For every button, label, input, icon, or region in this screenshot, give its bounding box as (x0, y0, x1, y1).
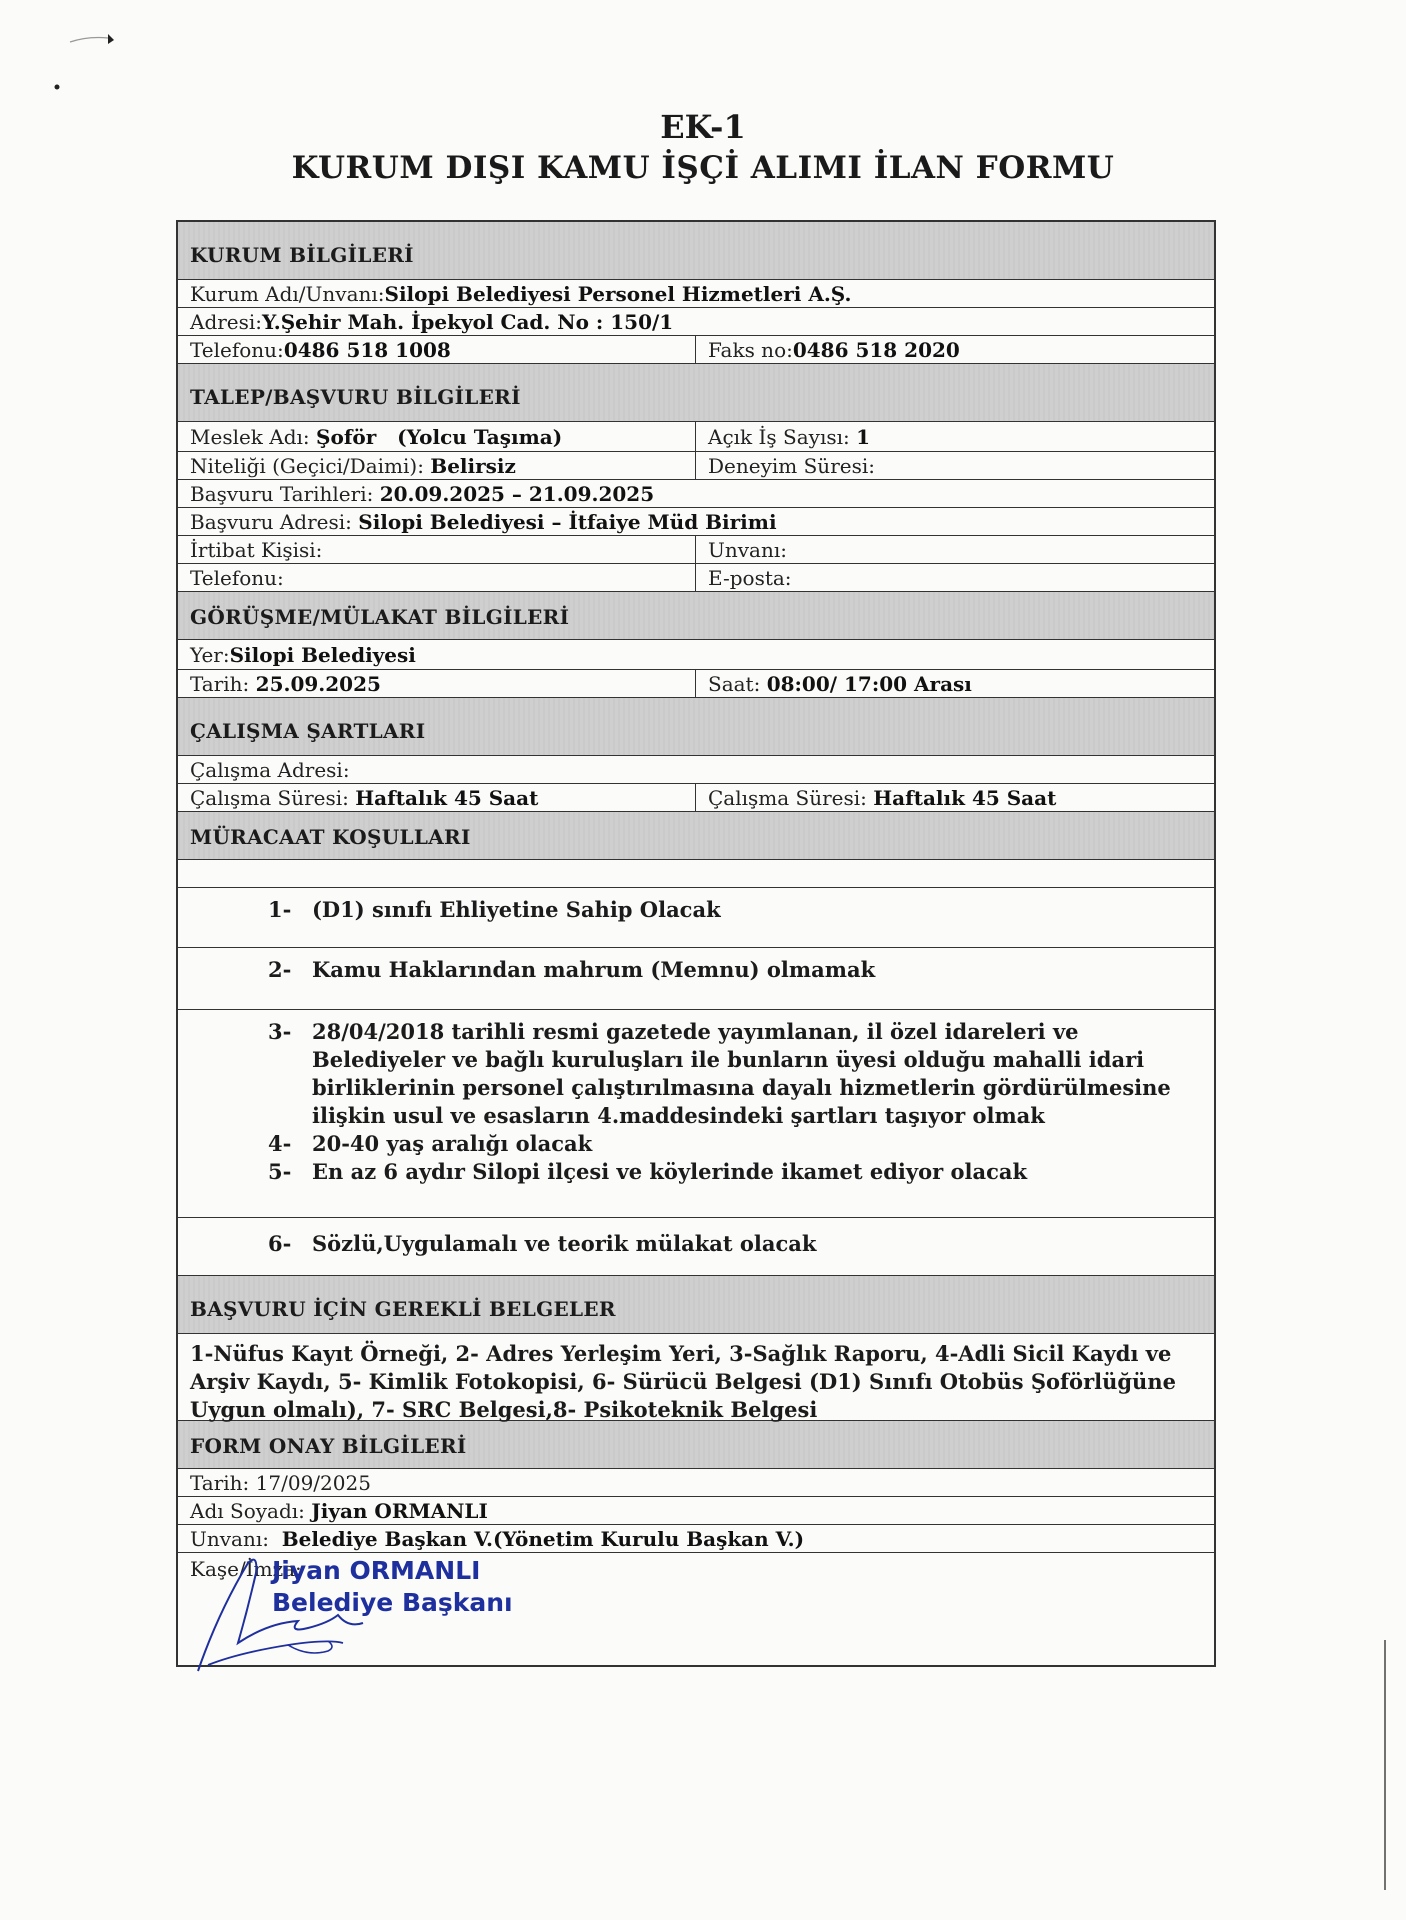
irtibat-label: İrtibat Kişisi: (190, 537, 323, 562)
talep-irtibat-row (178, 536, 1214, 564)
section-talep-header: TALEP/BAŞVURU BİLGİLERİ (178, 364, 1214, 422)
nitelik-value: Belirsiz (430, 453, 516, 478)
list-item (178, 896, 741, 924)
talep-adres-row (178, 508, 1214, 536)
onay-unvan-value: Belediye Başkan V.(Yönetim Kurulu Başkan V.) (281, 1526, 805, 1551)
gorusme-yer-row (178, 640, 1214, 670)
list-item (178, 1018, 1214, 1130)
acik-is-value: 1 (856, 424, 871, 449)
condition-text: Kamu Haklarından mahrum (Memnu) olmamak (312, 957, 876, 982)
stamp-title: Belediye Başkanı (272, 1588, 513, 1617)
onay-tarih-value: 17/09/2025 (255, 1470, 371, 1495)
onay-unvan-label: Unvanı: (190, 1526, 269, 1551)
condition-row-2 (178, 948, 1214, 1010)
irtibat-unvan-label: Unvanı: (708, 537, 787, 562)
stamp-name: Jiyan ORMANLI (272, 1556, 481, 1585)
kurum-adres-row (178, 308, 1214, 336)
gorusme-tarih-value: 25.09.2025 (255, 671, 381, 696)
announcement-form (176, 220, 1216, 1667)
kurum-telefon-label: Telefonu: (190, 337, 284, 362)
deneyim-label: Deneyim Süresi: (708, 453, 875, 478)
kurum-adres-label: Adresi: (190, 309, 263, 334)
condition-row-6 (178, 1218, 1214, 1276)
calisma-sure-value: Haftalık 45 Saat (355, 785, 539, 810)
onay-kase-row (178, 1553, 1214, 1665)
page-title: KURUM DIŞI KAMU İŞÇİ ALIMI İLAN FORMU (291, 150, 1115, 186)
gorusme-saat-label: Saat: (708, 671, 761, 696)
onay-ad-row (178, 1497, 1214, 1525)
eposta-label: E-posta: (708, 565, 792, 590)
onay-ad-label: Adı Soyadı: (190, 1498, 305, 1523)
scan-dot-icon (52, 82, 62, 92)
gorusme-yer-label: Yer: (190, 642, 230, 667)
onay-ad-value: Jiyan ORMANLI (311, 1498, 488, 1523)
condition-text: (D1) sınıfı Ehliyetine Sahip Olacak (312, 897, 721, 922)
kurum-telefon-value: 0486 518 1008 (283, 337, 451, 362)
list-item (178, 1130, 1214, 1158)
calisma-sure-label: Çalışma Süresi: (190, 785, 349, 810)
scan-mark-icon (68, 24, 118, 54)
talep-tarih-row (178, 480, 1214, 508)
kurum-telefon-row (178, 336, 1214, 364)
condition-row-3 (178, 1010, 1214, 1218)
basvuru-tarih-label: Başvuru Tarihleri: (190, 481, 374, 506)
section-gorusme-header: GÖRÜŞME/MÜLAKAT BİLGİLERİ (178, 592, 1214, 640)
condition-num: 3- (268, 1019, 292, 1044)
annex-label: EK-1 (660, 108, 746, 146)
talep-nitelik-row (178, 452, 1214, 480)
talep-meslek-row (178, 422, 1214, 452)
calisma-adres-label: Çalışma Adresi: (190, 757, 350, 782)
condition-row-1 (178, 888, 1214, 948)
basvuru-tarih-value: 20.09.2025 – 21.09.2025 (379, 481, 655, 506)
onay-tarih-row (178, 1469, 1214, 1497)
condition-num: 4- (268, 1131, 292, 1156)
list-item (178, 1230, 836, 1258)
gorusme-tarih-row (178, 670, 1214, 698)
talep-telefon-label: Telefonu: (190, 565, 284, 590)
talep-telefon-row (178, 564, 1214, 592)
scan-edge-line (1382, 1640, 1388, 1890)
calisma-sure-row (178, 784, 1214, 812)
onay-tarih-label: Tarih: (190, 1470, 250, 1495)
basvuru-adres-value: Silopi Belediyesi – İtfaiye Müd Birimi (358, 509, 777, 534)
condition-num: 6- (268, 1231, 292, 1256)
section-belgeler-header: BAŞVURU İÇİN GEREKLİ BELGELER (178, 1276, 1214, 1334)
list-item (178, 1158, 1214, 1186)
condition-text: 28/04/2018 tarihli resmi gazetede yayımlanan, il özel idareleri ve Belediyeler ve bağlı kuruluşları ile bunların üyesi olduğu mahalli idari birliklerinin personel çalıştırılmasına dayalı hizmetlerin gördürülmesine ilişkin usul ve esasların 4.maddesindeki şartları taşıyor olmak (312, 1019, 1171, 1128)
condition-text: En az 6 aydır Silopi ilçesi ve köylerinde ikamet ediyor olacak (312, 1159, 1028, 1184)
kurum-adres-value: Y.Şehir Mah. İpekyol Cad. No : 150/1 (262, 309, 674, 334)
acik-is-label: Açık İş Sayısı: (708, 424, 850, 449)
meslek-value: Şoför (Yolcu Taşıma) (316, 424, 563, 449)
kase-imza-label: Kaşe/İmza: (190, 1557, 302, 1581)
signature-icon (178, 1553, 478, 1673)
section-calisma-header: ÇALIŞMA ŞARTLARI (178, 698, 1214, 756)
section-onay-header: FORM ONAY BİLGİLERİ (178, 1421, 1214, 1469)
condition-text: Sözlü,Uygulamalı ve teorik mülakat olacak (312, 1231, 817, 1256)
meslek-label: Meslek Adı: (190, 424, 310, 449)
condition-text: 20-40 yaş aralığı olacak (312, 1131, 593, 1156)
belgeler-row (178, 1334, 1214, 1421)
list-item (178, 956, 895, 984)
section-muracaat-header: MÜRACAAT KOŞULLARI (178, 812, 1214, 860)
kurum-ad-value: Silopi Belediyesi Personel Hizmetleri A.Ş. (384, 281, 852, 306)
onay-unvan-row (178, 1525, 1214, 1553)
kurum-faks-label: Faks no: (708, 337, 793, 362)
basvuru-adres-label: Başvuru Adresi: (190, 509, 352, 534)
belgeler-text: 1-Nüfus Kayıt Örneği, 2- Adres Yerleşim Yeri, 3-Sağlık Raporu, 4-Adli Sicil Kaydı ve Arşiv Kaydı, 5- Kimlik Fotokopisi, 6- Sürücü Belgesi (D1) Sınıfı Otobüs Şoförlüğüne Uygun olmalı), 7- SRC Belgesi,8- Psikoteknik Belgesi (190, 1341, 1176, 1422)
kurum-ad-label: Kurum Adı/Unvanı: (190, 281, 385, 306)
calisma-adres-row (178, 756, 1214, 784)
condition-num: 2- (268, 957, 292, 982)
gorusme-saat-value: 08:00/ 17:00 Arası (766, 671, 972, 696)
nitelik-label: Niteliği (Geçici/Daimi): (190, 453, 424, 478)
calisma-sure2-value: Haftalık 45 Saat (873, 785, 1057, 810)
section-kurum-header: KURUM BİLGİLERİ (178, 222, 1214, 280)
calisma-sure2-label: Çalışma Süresi: (708, 785, 867, 810)
muracaat-spacer-row (178, 860, 1214, 888)
gorusme-tarih-label: Tarih: (190, 671, 250, 696)
kurum-ad-row (178, 280, 1214, 308)
kurum-faks-value: 0486 518 2020 (792, 337, 960, 362)
gorusme-yer-value: Silopi Belediyesi (229, 642, 416, 667)
condition-num: 1- (268, 897, 292, 922)
condition-num: 5- (268, 1159, 292, 1184)
